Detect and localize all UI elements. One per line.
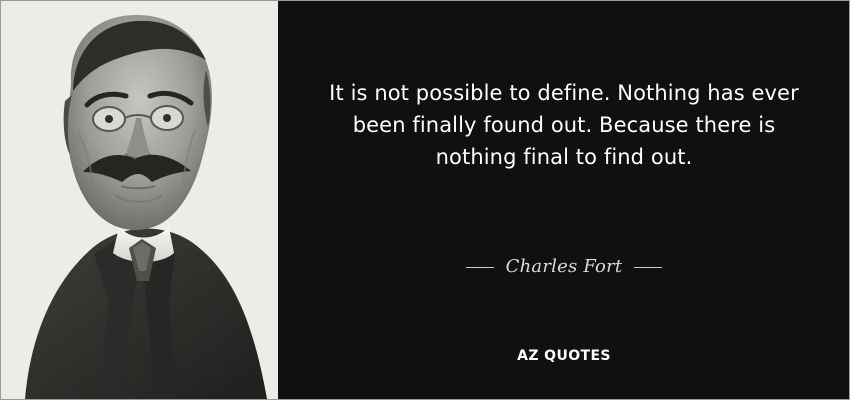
quote-panel	[278, 1, 849, 399]
portrait-photo	[1, 1, 278, 399]
author-name: Charles Fort	[505, 256, 623, 277]
author-right-dash	[634, 267, 662, 268]
author-left-dash	[466, 267, 494, 268]
author-row	[278, 255, 850, 279]
quote-text: It is not possible to define. Nothing has ever been finally found out. Because there is nothing final to find out.	[329, 81, 799, 169]
portrait-icon	[1, 1, 278, 399]
brand-logo: AZ QUOTES	[517, 348, 611, 364]
